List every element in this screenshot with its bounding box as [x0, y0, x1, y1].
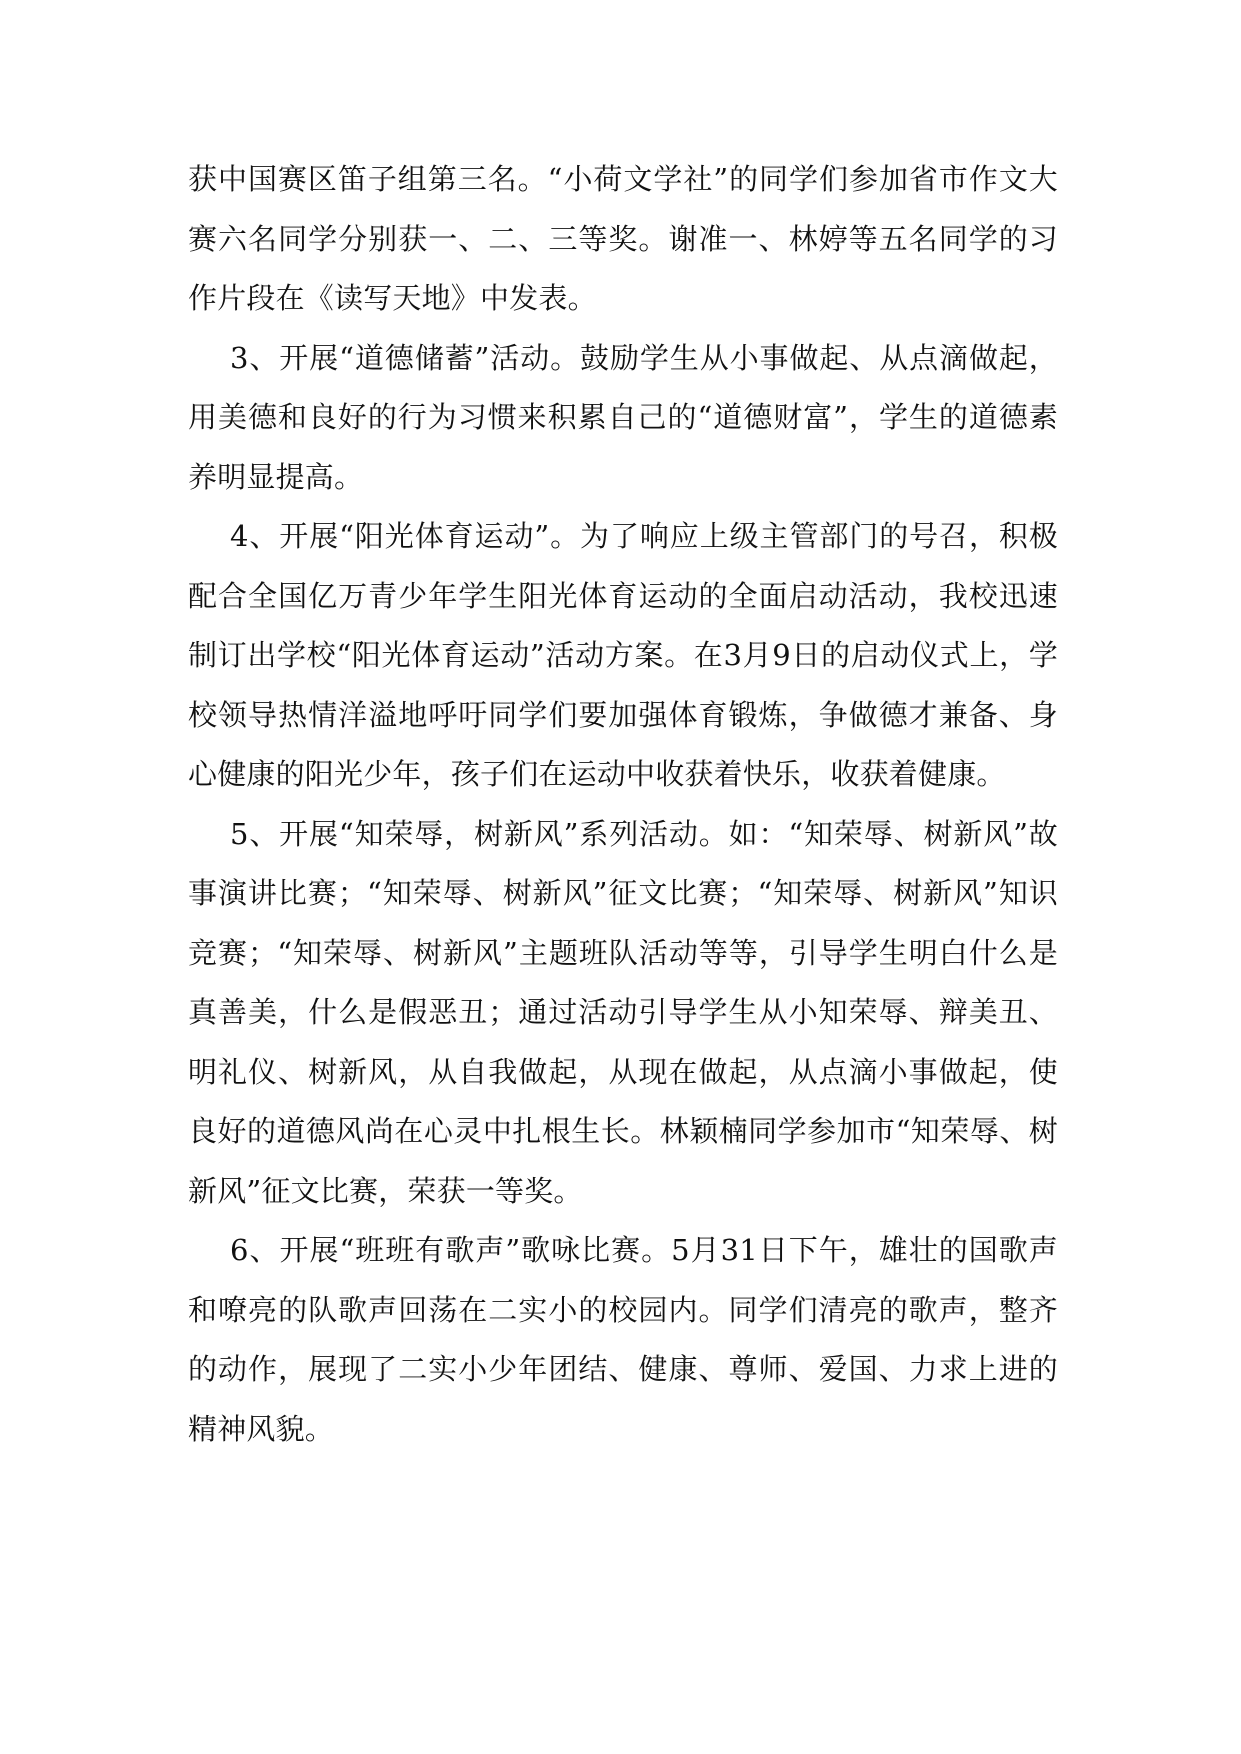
- paragraph-item-6: 6、开展“班班有歌声”歌咏比赛。5月31日下午，雄壮的国歌声和嘹亮的队歌声回荡在二实小的校园内。同学们清亮的歌声，整齐的动作，展现了二实小少年团结、健康、尊师、爱国、力求上进的精神风貌。: [188, 1233, 1058, 1446]
- paragraph-item-3: 3、开展“道德储蓄”活动。鼓励学生从小事做起、从点滴做起，用美德和良好的行为习惯来积累自己的“道德财富”，学生的道德素养明显提高。: [188, 340, 1058, 494]
- paragraph-item-5: 5、开展“知荣辱，树新风”系列活动。如：“知荣辱、树新风”故事演讲比赛；“知荣辱、树新风”征文比赛；“知荣辱、树新风”知识竞赛；“知荣辱、树新风”主题班队活动等等，引导学生明白什么是真善美，什么是假恶丑；通过活动引导学生从小知荣辱、辩美丑、明礼仪、树新风，从自我做起，从现在做起，从点滴小事做起，使良好的道德风尚在心灵中扎根生长。林颖楠同学参加市“知荣辱、树新风”征文比赛，荣获一等奖。: [188, 816, 1058, 1208]
- paragraph-continuation: 获中国赛区笛子组第三名。“小荷文学社”的同学们参加省市作文大赛六名同学分别获一、二、三等奖。谢准一、林婷等五名同学的习作片段在《读写天地》中发表。: [188, 162, 1058, 315]
- document-body: [188, 150, 1058, 1459]
- paragraph-item-4: 4、开展“阳光体育运动”。为了响应上级主管部门的号召，积极配合全国亿万青少年学生阳光体育运动的全面启动活动，我校迅速制订出学校“阳光体育运动”活动方案。在3月9日的启动仪式上，学校领导热情洋溢地呼吁同学们要加强体育锻炼，争做德才兼备、身心健康的阳光少年，孩子们在运动中收获着快乐，收获着健康。: [188, 519, 1058, 791]
